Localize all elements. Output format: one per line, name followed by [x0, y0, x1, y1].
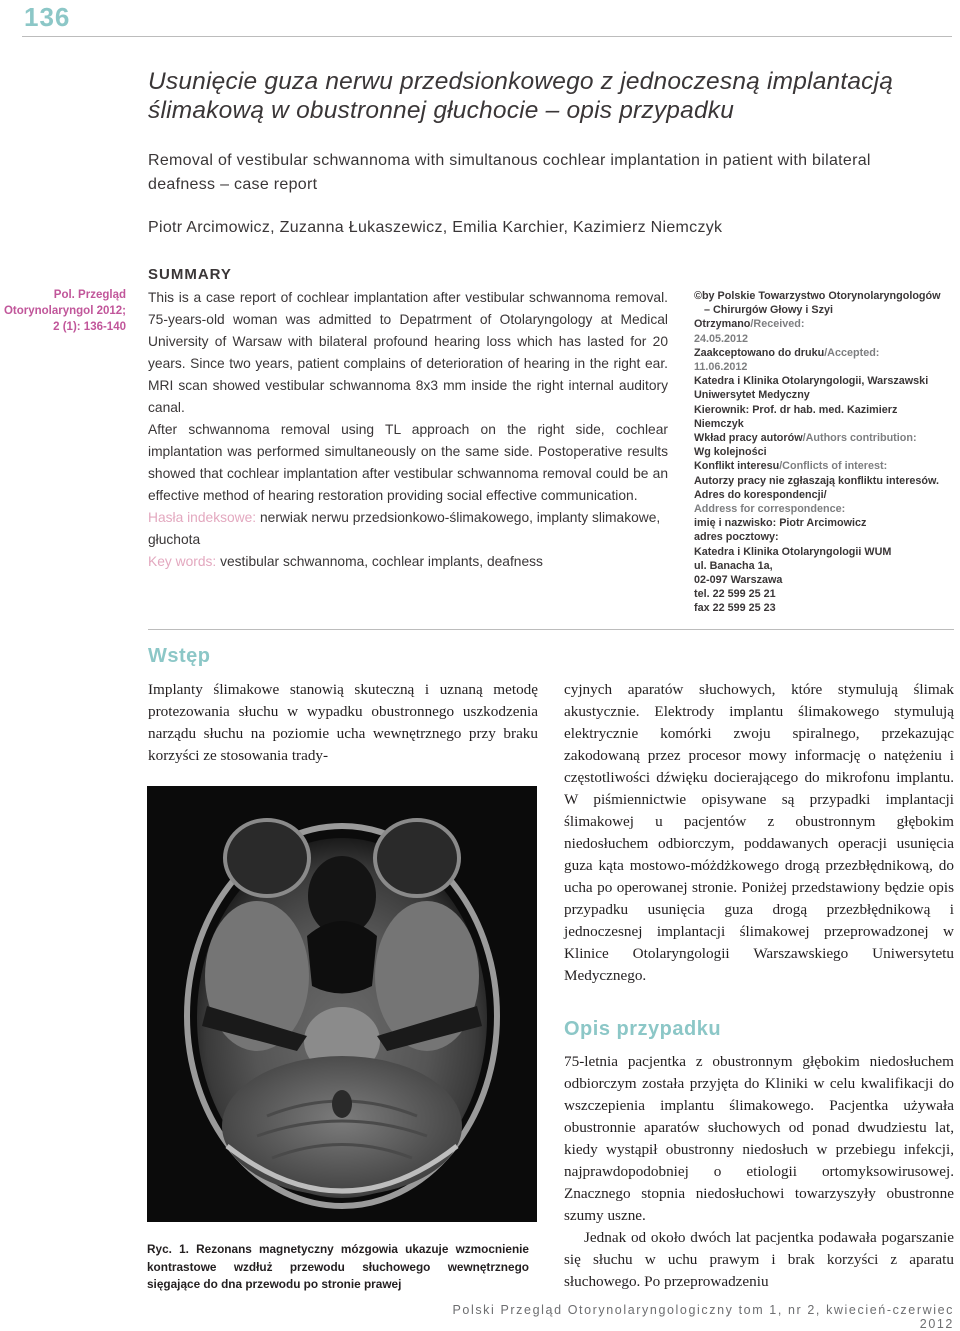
footer: Polski Przegląd Otorynolaryngologiczny tom 1, nr 2, kwiecień-czerwiec 2012 — [452, 1303, 954, 1331]
conflict — [694, 459, 956, 473]
correspondence-label: Adres do korespondencji/ — [694, 488, 827, 501]
article-title-pl: Usunięcie guza nerwu przedsionkowego z jednoczesną implantacją ślimakową w obustronnej głuchocie – opis przypadku — [148, 68, 894, 124]
keywords-pl-label: Hasła indeksowe: — [148, 510, 257, 525]
keywords-pl-text: nerwiak nerwu przedsionkowo-ślimakowego, implanty slimakowe, głuchota — [148, 510, 661, 547]
keywords-en — [148, 551, 668, 573]
contribution-label-en: /Authors contribution: — [802, 432, 917, 445]
citation-line2: Otorynolaryngol 2012; — [3, 305, 126, 317]
correspondence-name: imię i nazwisko: Piotr Arcimowicz — [694, 517, 867, 530]
postal-address-2: ul. Banacha 1a, — [694, 559, 773, 572]
keywords-pl — [148, 507, 668, 551]
postal-address-3: 02-097 Warszawa — [694, 574, 783, 587]
summary-heading: SUMMARY — [148, 266, 232, 283]
conflict-label-en: /Conflicts of interest: — [779, 460, 888, 473]
keywords-en-label: Key words: — [148, 554, 217, 569]
summary-paragraph-1: This is a case report of cochlear implantation after vestibular schwannoma removal. 75-years-old woman was admitted to Depatrment of Otolaryngology at Medical University of Warsaw with bilateral profound hearing loss which has lasted for 20 years. Since two years, patient complains of deterioration of hearing in the right ear. MRI scan showed vestibular schwannoma 8x3 mm inside the right internal auditory canal. — [148, 290, 668, 415]
intro-heading: Wstęp — [148, 645, 211, 667]
header-divider — [22, 36, 952, 37]
postal-address-1: Katedra i Klinika Otolaryngologii WUM — [694, 545, 892, 558]
accepted — [694, 346, 956, 360]
authors: Piotr Arcimowicz, Zuzanna Łukaszewicz, Emilia Karchier, Kazimierz Niemczyk — [148, 219, 723, 236]
intro-right-text: cyjnych aparatów słuchowych, które stymulują ślimak akustycznie. Elektrody implantu ślimakowego stymulują elektrycznie komórki zwoju spiralnego, przekazując zakodowaną przez procesor mowy informację o natężeniu i częstotliwości dźwięku docierającego do mikrofonu implantu. W piśmiennictwie opisywane są przypadki implantacji ślimakowej u pacjentów z obustronnym głębokim niedosłuchem odbiorczym, poddawanych operacji usunięcia guza kąta mostowo-móżdżkowego drogą przezbłędnikową, do ucha po operowanej stronie. Poniżej przedstawiony będzie opis przypadku usunięcia guza drogą przezbłędnikową i jednoczesnej implantacji ślimakowej przeprowadzonej w Klinice Otolaryngologii Warszawskiego Uniwersytetu Medycznego. — [564, 681, 954, 984]
keywords-en-text: vestibular schwannoma, cochlear implants, deafness — [216, 554, 543, 569]
accepted-label: Zaakceptowano do druku — [694, 346, 825, 359]
article-info — [694, 289, 956, 616]
summary-paragraph-2: After schwannoma removal using TL approach on the right side, cochlear implantation was performed simultaneously on the same side. Postoperative results showed that cochlear implantation after vestibular schwannoma removal could be an effective method of hearing restoration providing social effective communication. — [148, 422, 668, 503]
intro-left-text: Implanty ślimakowe stanowią skuteczną i uznaną metodę protezowania słuchu w wypadku obustronnego uszkodzenia narządu słuchu na poziomie ucha wewnętrznego przy braku korzyści ze stosowania trady- — [148, 681, 538, 764]
case-paragraph-2: Jednak od około dwóch lat pacjentka podawała pogarszanie się słuchu w uchu prawym i brak korzyści z aparatu słuchowego. Po przeprowadzeniu — [564, 1229, 954, 1290]
figure-label: Ryc. 1. — [147, 1242, 189, 1256]
conflict-label: Konflikt interesu — [694, 460, 780, 473]
figure-caption — [147, 1241, 529, 1294]
conflict-value: Autorzy pracy nie zgłaszają konfliktu interesów. — [694, 474, 939, 487]
head-2: Niemczyk — [694, 417, 744, 430]
case-heading: Opis przypadku — [564, 1018, 722, 1040]
head-1: Kierownik: Prof. dr hab. med. Kazimierz — [694, 403, 898, 416]
citation — [0, 287, 126, 335]
contribution-label: Wkład pracy autorów — [694, 432, 803, 445]
case-paragraph-1: 75-letnia pacjentka z obustronnym głębokim niedosłuchem odbiorczym została przyjęta do Kliniki w celu kwalifikacji do wszczepienia implantu ślimakowego. Pacjentka używała obustronnie aparatów słuchowych od ponad dwudziestu lat, kiedy wystąpił obustronny niedosłuch w przebiegu infekcji, najprawdopodobniej o etiologii ortomyksowirusowej. Znacznego stopnia niedosłuchowi towarzyszyły obustronne szumy uszne. — [564, 1053, 954, 1224]
received-label-en: /Received: — [750, 318, 805, 331]
copyright: ©by Polskie Towarzystwo Otorynolaryngologów — [694, 290, 941, 302]
mri-scan-drawing — [147, 786, 537, 1222]
article-title-en: Removal of vestibular schwannoma with simultanous cochlear implantation in patient with bilateral deafness – case report — [148, 152, 871, 193]
mri-scan-image — [147, 786, 537, 1222]
fax: fax 22 599 25 23 — [694, 602, 776, 615]
received — [694, 317, 956, 331]
phone: tel. 22 599 25 21 — [694, 588, 776, 601]
section-divider — [148, 629, 954, 630]
citation-line3: 2 (1): 136-140 — [53, 321, 126, 333]
accepted-date: 11.06.2012 — [694, 361, 748, 374]
received-label: Otrzymano — [694, 318, 751, 331]
contribution — [694, 431, 956, 445]
received-date: 24.05.2012 — [694, 332, 749, 345]
correspondence-label-en: Address for correspondence: — [694, 503, 846, 516]
page-number: 136 — [24, 2, 71, 32]
department-1: Katedra i Klinika Otolaryngologii, Warszawski — [694, 375, 929, 388]
accepted-label-en: /Accepted: — [824, 346, 880, 359]
department-2: Uniwersytet Medyczny — [694, 389, 810, 402]
figure-caption-text: Rezonans magnetyczny mózgowia ukazuje wzmocnienie kontrastowe wzdłuż przewodu słuchowego wewnętrznego sięgające do dna przewodu po stronie prawej — [147, 1242, 529, 1291]
postal-address-label: adres pocztowy: — [694, 531, 779, 544]
citation-journal: Pol. Przegląd — [53, 289, 126, 301]
case-text — [564, 1051, 954, 1293]
contribution-value: Wg kolejności — [694, 446, 767, 459]
summary — [148, 287, 668, 573]
copyright-2: – Chirurgów Głowy i Szyi — [704, 304, 833, 317]
